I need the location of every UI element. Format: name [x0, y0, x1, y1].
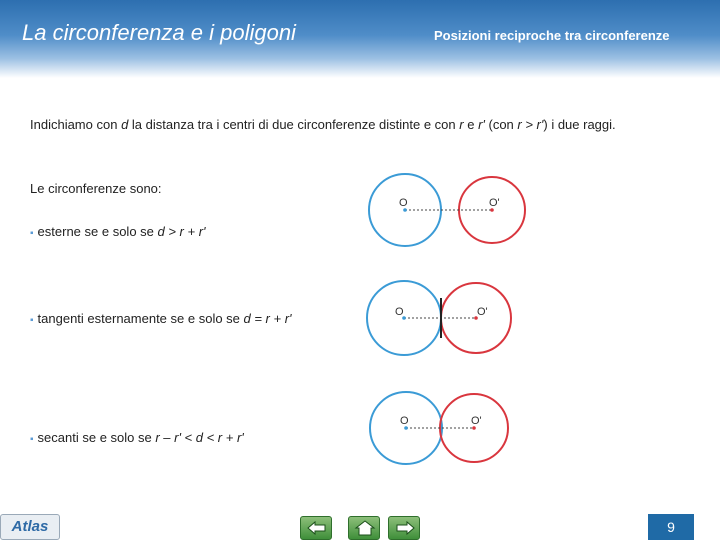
intro-text: la distanza tra i centri di due circonferenze distinte e con — [128, 117, 460, 132]
intro-text: ) i due raggi. — [543, 117, 616, 132]
arrow-right-icon — [394, 520, 416, 536]
intro-r-prime: r' — [478, 117, 485, 132]
page-number: 9 — [648, 514, 694, 540]
list-item-secanti — [30, 430, 244, 445]
item-formula: d = r + r' — [243, 311, 292, 326]
intro-text: Indichiamo con — [30, 117, 122, 132]
intro-text: (con — [484, 117, 518, 132]
label-o: O — [400, 415, 409, 427]
back-button[interactable] — [300, 516, 332, 540]
item-formula: r – r' < d < r + r' — [155, 430, 244, 445]
atlas-logo: Atlas — [0, 514, 60, 540]
header-banner — [0, 0, 720, 78]
label-o: O — [395, 306, 404, 318]
page-title: La circonferenza e i poligoni — [22, 20, 296, 45]
item-text: tangenti esternamente se e solo se — [37, 311, 244, 326]
bullet-icon: ▪ — [30, 315, 34, 326]
list-item-esterne — [30, 224, 206, 239]
label-o-prime: O' — [471, 415, 482, 427]
intro-d: d — [121, 117, 129, 132]
forward-button[interactable] — [388, 516, 420, 540]
section-subtitle: Posizioni reciproche tra circonferenze — [434, 28, 670, 43]
label-o-prime: O' — [489, 197, 500, 209]
arrow-left-icon — [306, 520, 328, 536]
intro-paragraph — [30, 117, 700, 132]
list-lead: Le circonferenze sono: — [30, 181, 162, 196]
list-item-tangenti — [30, 311, 292, 326]
bullet-icon: ▪ — [30, 228, 34, 239]
diagram-tangenti — [360, 278, 540, 364]
item-formula: d > r + r' — [157, 224, 206, 239]
item-text: secanti se e solo se — [37, 430, 156, 445]
diagram-esterne — [360, 170, 540, 254]
item-text: esterne se e solo se — [37, 224, 158, 239]
home-button[interactable] — [348, 516, 380, 540]
home-icon — [354, 520, 376, 536]
intro-condition: r > r' — [517, 117, 544, 132]
bullet-icon: ▪ — [30, 434, 34, 445]
label-o: O — [399, 197, 408, 209]
label-o-prime: O' — [477, 306, 488, 318]
intro-r: r — [459, 117, 464, 132]
intro-text: e — [463, 117, 479, 132]
diagram-secanti — [360, 388, 540, 472]
